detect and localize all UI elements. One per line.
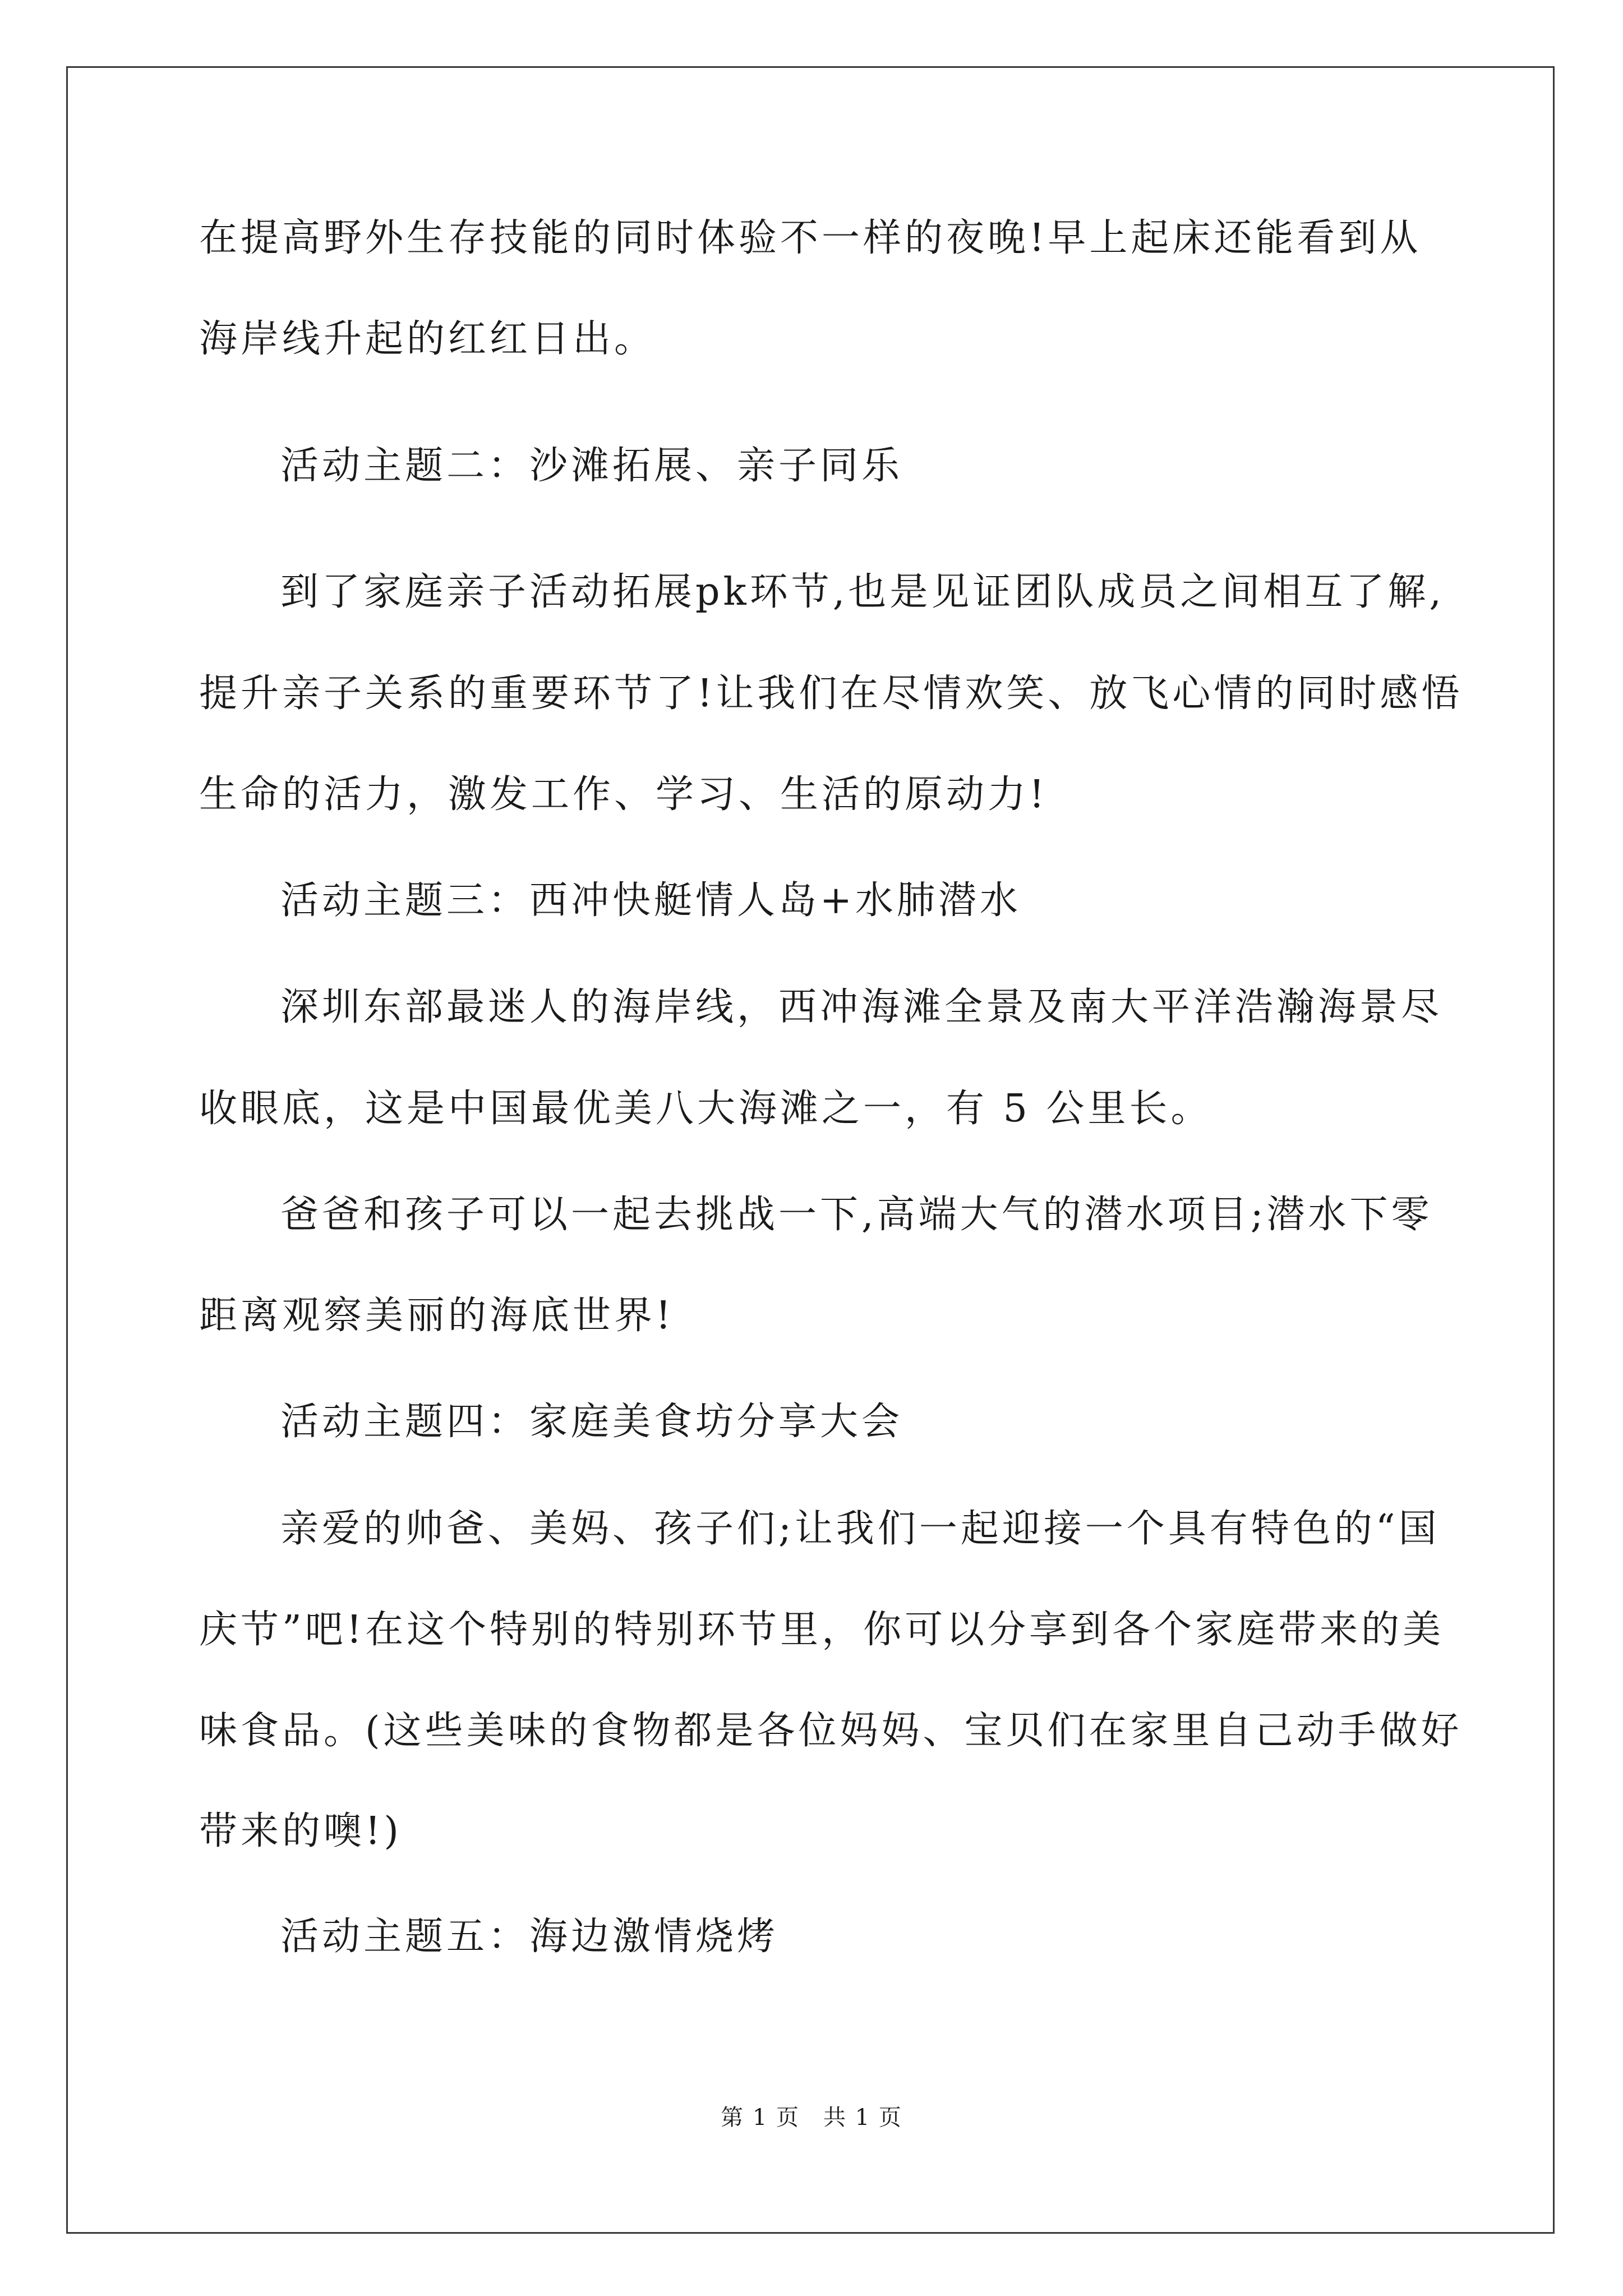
text-line: 海岸线升起的红红日出。: [199, 317, 656, 361]
text-line: 距离观察美丽的海底世界!: [199, 1294, 675, 1338]
text-line: 收眼底，这是中国最优美八大海滩之一，有 5 公里长。: [199, 1087, 1212, 1131]
section-heading: 活动主题四：家庭美食坊分享大会: [280, 1400, 903, 1444]
text-line: 亲爱的帅爸、美妈、孩子们;让我们一起迎接一个具有特色的“国: [280, 1507, 1440, 1551]
text-line: 庆节”吧!在这个特别的特别环节里，你可以分享到各个家庭带来的美: [199, 1608, 1445, 1652]
text-line: 到了家庭亲子活动拓展pk环节,也是见证团队成员之间相互了解,: [280, 570, 1445, 614]
text-line: 爸爸和孩子可以一起去挑战一下,高端大气的潜水项目;潜水下零: [280, 1193, 1433, 1237]
text-line: 带来的噢!): [199, 1809, 402, 1853]
text-line: 深圳东部最迷人的海岸线，西冲海滩全景及南大平洋浩瀚海景尽: [280, 985, 1443, 1029]
page-number: 第 1 页 共 1 页: [721, 2105, 902, 2131]
text-line: 在提高野外生存技能的同时体验不一样的夜晚!早上起床还能看到从: [199, 216, 1422, 260]
section-heading: 活动主题三：西冲快艇情人岛+水肺潜水: [280, 878, 1021, 923]
text-line: 提升亲子关系的重要环节了!让我们在尽情欢笑、放飞心情的同时感悟: [199, 671, 1463, 716]
text-line: 味食品。(这些美味的食物都是各位妈妈、宝贝们在家里自己动手做好: [199, 1709, 1463, 1753]
text-line: 生命的活力，激发工作、学习、生活的原动力!: [199, 772, 1048, 817]
section-heading: 活动主题二：沙滩拓展、亲子同乐: [280, 444, 903, 488]
page-frame: [66, 66, 1555, 2234]
section-heading: 活动主题五：海边激情烧烤: [280, 1915, 779, 1959]
